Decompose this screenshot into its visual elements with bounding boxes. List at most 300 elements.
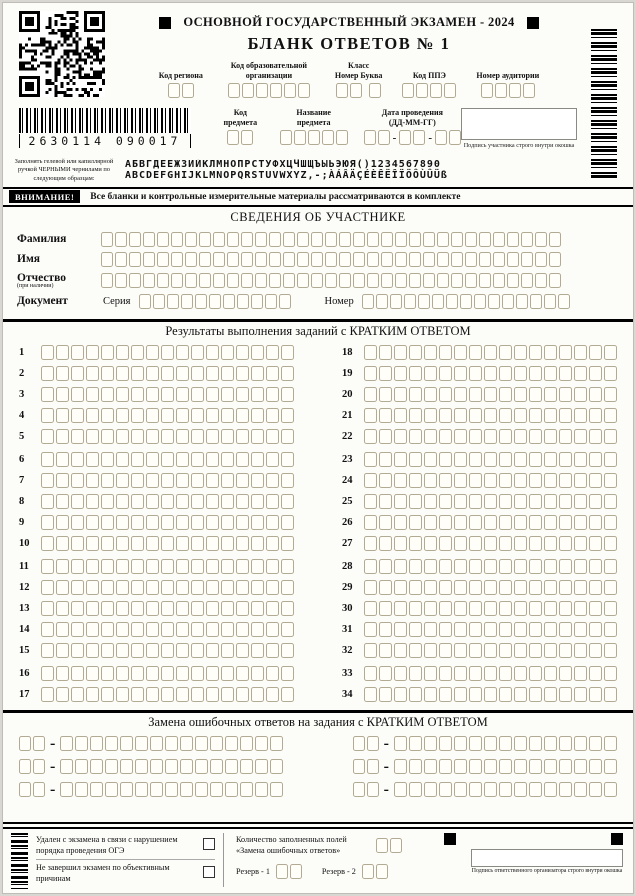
char-box[interactable] xyxy=(367,252,379,267)
char-box[interactable] xyxy=(116,429,129,444)
char-box[interactable] xyxy=(484,536,497,551)
char-box[interactable] xyxy=(255,232,267,247)
char-box[interactable] xyxy=(604,387,617,402)
char-box[interactable] xyxy=(325,252,337,267)
char-box[interactable] xyxy=(409,387,422,402)
char-box[interactable] xyxy=(409,345,422,360)
char-box[interactable] xyxy=(484,622,497,637)
char-box[interactable] xyxy=(454,536,467,551)
char-box[interactable] xyxy=(604,580,617,595)
char-box[interactable] xyxy=(424,559,437,574)
char-box[interactable] xyxy=(381,252,393,267)
char-box[interactable] xyxy=(574,622,587,637)
char-box[interactable] xyxy=(129,273,141,288)
char-box[interactable] xyxy=(469,559,482,574)
char-box[interactable] xyxy=(90,782,103,797)
char-box[interactable] xyxy=(336,83,348,98)
char-box[interactable] xyxy=(294,130,306,145)
char-box[interactable] xyxy=(206,345,219,360)
char-box[interactable] xyxy=(514,345,527,360)
char-box[interactable] xyxy=(339,273,351,288)
char-box[interactable] xyxy=(409,643,422,658)
char-box[interactable] xyxy=(281,429,294,444)
char-box[interactable] xyxy=(270,736,283,751)
char-box[interactable] xyxy=(116,452,129,467)
char-box[interactable] xyxy=(379,643,392,658)
char-box[interactable] xyxy=(394,452,407,467)
char-box[interactable] xyxy=(101,643,114,658)
char-box[interactable] xyxy=(451,232,463,247)
char-box[interactable] xyxy=(469,782,482,797)
char-box[interactable] xyxy=(191,622,204,637)
char-box[interactable] xyxy=(251,622,264,637)
char-box[interactable] xyxy=(454,782,467,797)
char-box[interactable] xyxy=(308,130,320,145)
char-box[interactable] xyxy=(71,473,84,488)
char-box[interactable] xyxy=(131,452,144,467)
char-box[interactable] xyxy=(176,494,189,509)
char-box[interactable] xyxy=(191,559,204,574)
char-box[interactable] xyxy=(71,643,84,658)
char-box[interactable] xyxy=(251,666,264,681)
char-box[interactable] xyxy=(116,687,129,702)
char-box[interactable] xyxy=(71,666,84,681)
char-box[interactable] xyxy=(210,782,223,797)
char-box[interactable] xyxy=(266,666,279,681)
char-box[interactable] xyxy=(86,559,99,574)
char-box[interactable] xyxy=(71,536,84,551)
char-box[interactable] xyxy=(364,559,377,574)
char-box[interactable] xyxy=(101,252,113,267)
char-box[interactable] xyxy=(116,515,129,530)
char-box[interactable] xyxy=(350,83,362,98)
char-box[interactable] xyxy=(499,736,512,751)
char-box[interactable] xyxy=(353,252,365,267)
char-box[interactable] xyxy=(502,294,514,309)
char-box[interactable] xyxy=(424,366,437,381)
char-box[interactable] xyxy=(484,666,497,681)
char-box[interactable] xyxy=(86,452,99,467)
char-box[interactable] xyxy=(236,515,249,530)
char-box[interactable] xyxy=(409,687,422,702)
char-box[interactable] xyxy=(376,294,388,309)
char-box[interactable] xyxy=(71,601,84,616)
char-box[interactable] xyxy=(544,536,557,551)
char-box[interactable] xyxy=(529,408,542,423)
char-box[interactable] xyxy=(514,736,527,751)
char-box[interactable] xyxy=(409,736,422,751)
char-box[interactable] xyxy=(41,387,54,402)
char-box[interactable] xyxy=(514,536,527,551)
char-box[interactable] xyxy=(439,580,452,595)
char-box[interactable] xyxy=(116,387,129,402)
char-box[interactable] xyxy=(544,622,557,637)
char-box[interactable] xyxy=(367,759,379,774)
char-box[interactable] xyxy=(549,273,561,288)
char-box[interactable] xyxy=(227,130,239,145)
char-box[interactable] xyxy=(71,622,84,637)
char-box[interactable] xyxy=(161,408,174,423)
char-box[interactable] xyxy=(206,387,219,402)
char-box[interactable] xyxy=(423,273,435,288)
char-box[interactable] xyxy=(499,473,512,488)
char-box[interactable] xyxy=(135,736,148,751)
char-box[interactable] xyxy=(251,643,264,658)
char-box[interactable] xyxy=(469,622,482,637)
char-box[interactable] xyxy=(529,666,542,681)
char-box[interactable] xyxy=(574,643,587,658)
char-box[interactable] xyxy=(499,580,512,595)
char-box[interactable] xyxy=(176,387,189,402)
char-box[interactable] xyxy=(131,429,144,444)
char-box[interactable] xyxy=(484,387,497,402)
char-box[interactable] xyxy=(469,736,482,751)
char-box[interactable] xyxy=(409,580,422,595)
char-box[interactable] xyxy=(535,252,547,267)
char-box[interactable] xyxy=(559,580,572,595)
char-box[interactable] xyxy=(56,601,69,616)
char-box[interactable] xyxy=(379,515,392,530)
char-box[interactable] xyxy=(339,252,351,267)
char-box[interactable] xyxy=(604,494,617,509)
char-box[interactable] xyxy=(270,782,283,797)
char-box[interactable] xyxy=(529,782,542,797)
char-box[interactable] xyxy=(56,580,69,595)
char-box[interactable] xyxy=(535,232,547,247)
char-box[interactable] xyxy=(191,515,204,530)
char-box[interactable] xyxy=(424,782,437,797)
char-box[interactable] xyxy=(281,666,294,681)
char-box[interactable] xyxy=(469,345,482,360)
char-box[interactable] xyxy=(544,387,557,402)
char-box[interactable] xyxy=(311,252,323,267)
char-box[interactable] xyxy=(424,429,437,444)
char-box[interactable] xyxy=(19,759,31,774)
char-box[interactable] xyxy=(604,559,617,574)
char-box[interactable] xyxy=(150,736,163,751)
char-box[interactable] xyxy=(191,494,204,509)
char-box[interactable] xyxy=(221,622,234,637)
char-box[interactable] xyxy=(221,452,234,467)
char-box[interactable] xyxy=(484,759,497,774)
char-box[interactable] xyxy=(281,366,294,381)
char-box[interactable] xyxy=(251,366,264,381)
char-box[interactable] xyxy=(454,429,467,444)
char-box[interactable] xyxy=(60,736,73,751)
char-box[interactable] xyxy=(206,666,219,681)
char-box[interactable] xyxy=(604,622,617,637)
char-box[interactable] xyxy=(256,83,268,98)
char-box[interactable] xyxy=(236,559,249,574)
char-box[interactable] xyxy=(544,452,557,467)
char-box[interactable] xyxy=(559,643,572,658)
char-box[interactable] xyxy=(236,580,249,595)
char-box[interactable] xyxy=(101,515,114,530)
char-box[interactable] xyxy=(465,252,477,267)
char-box[interactable] xyxy=(143,273,155,288)
char-box[interactable] xyxy=(146,687,159,702)
char-box[interactable] xyxy=(280,130,292,145)
char-box[interactable] xyxy=(161,580,174,595)
char-box[interactable] xyxy=(131,494,144,509)
char-box[interactable] xyxy=(439,387,452,402)
char-box[interactable] xyxy=(241,252,253,267)
char-box[interactable] xyxy=(41,666,54,681)
char-box[interactable] xyxy=(484,580,497,595)
char-box[interactable] xyxy=(157,232,169,247)
char-box[interactable] xyxy=(255,273,267,288)
char-box[interactable] xyxy=(559,759,572,774)
char-box[interactable] xyxy=(116,536,129,551)
char-box[interactable] xyxy=(514,387,527,402)
char-box[interactable] xyxy=(604,429,617,444)
char-box[interactable] xyxy=(86,536,99,551)
char-box[interactable] xyxy=(604,601,617,616)
char-box[interactable] xyxy=(574,736,587,751)
char-box[interactable] xyxy=(101,580,114,595)
char-box[interactable] xyxy=(379,452,392,467)
char-box[interactable] xyxy=(399,130,411,145)
char-box[interactable] xyxy=(437,252,449,267)
char-box[interactable] xyxy=(499,366,512,381)
char-box[interactable] xyxy=(499,408,512,423)
char-box[interactable] xyxy=(228,83,240,98)
char-box[interactable] xyxy=(86,687,99,702)
char-box[interactable] xyxy=(424,580,437,595)
char-box[interactable] xyxy=(56,366,69,381)
char-box[interactable] xyxy=(251,580,264,595)
char-box[interactable] xyxy=(394,622,407,637)
char-box[interactable] xyxy=(251,601,264,616)
char-box[interactable] xyxy=(131,601,144,616)
char-box[interactable] xyxy=(439,759,452,774)
char-box[interactable] xyxy=(251,408,264,423)
char-box[interactable] xyxy=(574,429,587,444)
char-box[interactable] xyxy=(479,252,491,267)
char-box[interactable] xyxy=(116,408,129,423)
char-box[interactable] xyxy=(191,452,204,467)
char-box[interactable] xyxy=(604,345,617,360)
char-box[interactable] xyxy=(157,252,169,267)
char-box[interactable] xyxy=(311,232,323,247)
char-box[interactable] xyxy=(135,759,148,774)
char-box[interactable] xyxy=(322,130,334,145)
char-box[interactable] xyxy=(507,252,519,267)
char-box[interactable] xyxy=(131,473,144,488)
char-box[interactable] xyxy=(544,759,557,774)
char-box[interactable] xyxy=(488,294,500,309)
char-box[interactable] xyxy=(394,559,407,574)
char-box[interactable] xyxy=(544,559,557,574)
char-box[interactable] xyxy=(281,452,294,467)
char-box[interactable] xyxy=(236,643,249,658)
char-box[interactable] xyxy=(424,643,437,658)
char-box[interactable] xyxy=(424,687,437,702)
char-box[interactable] xyxy=(41,345,54,360)
char-box[interactable] xyxy=(269,252,281,267)
char-box[interactable] xyxy=(409,515,422,530)
char-box[interactable] xyxy=(379,494,392,509)
char-box[interactable] xyxy=(251,559,264,574)
char-box[interactable] xyxy=(236,622,249,637)
char-box[interactable] xyxy=(221,666,234,681)
char-box[interactable] xyxy=(101,408,114,423)
char-box[interactable] xyxy=(353,232,365,247)
char-box[interactable] xyxy=(439,643,452,658)
char-box[interactable] xyxy=(75,782,88,797)
char-box[interactable] xyxy=(41,687,54,702)
char-box[interactable] xyxy=(379,580,392,595)
char-box[interactable] xyxy=(210,736,223,751)
char-box[interactable] xyxy=(362,294,374,309)
char-box[interactable] xyxy=(206,622,219,637)
char-box[interactable] xyxy=(589,515,602,530)
char-box[interactable] xyxy=(161,452,174,467)
char-box[interactable] xyxy=(574,345,587,360)
char-box[interactable] xyxy=(221,494,234,509)
char-box[interactable] xyxy=(604,759,617,774)
char-box[interactable] xyxy=(206,643,219,658)
char-box[interactable] xyxy=(71,580,84,595)
char-box[interactable] xyxy=(60,782,73,797)
char-box[interactable] xyxy=(394,687,407,702)
char-box[interactable] xyxy=(191,387,204,402)
char-box[interactable] xyxy=(176,452,189,467)
char-box[interactable] xyxy=(284,83,296,98)
char-box[interactable] xyxy=(454,345,467,360)
char-box[interactable] xyxy=(469,666,482,681)
char-box[interactable] xyxy=(225,782,238,797)
char-box[interactable] xyxy=(423,232,435,247)
char-box[interactable] xyxy=(529,601,542,616)
char-box[interactable] xyxy=(529,366,542,381)
char-box[interactable] xyxy=(221,643,234,658)
char-box[interactable] xyxy=(439,494,452,509)
char-box[interactable] xyxy=(484,687,497,702)
char-box[interactable] xyxy=(364,452,377,467)
char-box[interactable] xyxy=(367,273,379,288)
char-box[interactable] xyxy=(390,838,402,853)
char-box[interactable] xyxy=(236,601,249,616)
char-box[interactable] xyxy=(191,345,204,360)
char-box[interactable] xyxy=(353,736,365,751)
char-box[interactable] xyxy=(116,643,129,658)
char-box[interactable] xyxy=(236,687,249,702)
char-box[interactable] xyxy=(364,429,377,444)
char-box[interactable] xyxy=(589,580,602,595)
char-box[interactable] xyxy=(559,429,572,444)
char-box[interactable] xyxy=(589,366,602,381)
char-box[interactable] xyxy=(439,429,452,444)
char-box[interactable] xyxy=(276,864,288,879)
char-box[interactable] xyxy=(150,782,163,797)
char-box[interactable] xyxy=(509,83,521,98)
char-box[interactable] xyxy=(19,736,31,751)
char-box[interactable] xyxy=(185,273,197,288)
char-box[interactable] xyxy=(120,736,133,751)
char-box[interactable] xyxy=(499,387,512,402)
char-box[interactable] xyxy=(353,273,365,288)
char-box[interactable] xyxy=(454,580,467,595)
char-box[interactable] xyxy=(146,622,159,637)
char-box[interactable] xyxy=(362,864,374,879)
char-box[interactable] xyxy=(71,345,84,360)
char-box[interactable] xyxy=(364,536,377,551)
char-box[interactable] xyxy=(116,345,129,360)
char-box[interactable] xyxy=(221,345,234,360)
char-box[interactable] xyxy=(454,687,467,702)
char-box[interactable] xyxy=(394,643,407,658)
char-box[interactable] xyxy=(424,536,437,551)
char-box[interactable] xyxy=(604,452,617,467)
char-box[interactable] xyxy=(514,601,527,616)
char-box[interactable] xyxy=(381,273,393,288)
char-box[interactable] xyxy=(131,387,144,402)
char-box[interactable] xyxy=(439,408,452,423)
char-box[interactable] xyxy=(195,782,208,797)
char-box[interactable] xyxy=(90,759,103,774)
char-box[interactable] xyxy=(529,345,542,360)
char-box[interactable] xyxy=(390,294,402,309)
char-box[interactable] xyxy=(281,580,294,595)
char-box[interactable] xyxy=(283,273,295,288)
char-box[interactable] xyxy=(336,130,348,145)
char-box[interactable] xyxy=(439,782,452,797)
char-box[interactable] xyxy=(236,429,249,444)
char-box[interactable] xyxy=(255,759,268,774)
char-box[interactable] xyxy=(101,687,114,702)
char-box[interactable] xyxy=(574,782,587,797)
char-box[interactable] xyxy=(521,232,533,247)
char-box[interactable] xyxy=(176,408,189,423)
char-box[interactable] xyxy=(454,494,467,509)
char-box[interactable] xyxy=(454,643,467,658)
char-box[interactable] xyxy=(409,494,422,509)
char-box[interactable] xyxy=(56,666,69,681)
char-box[interactable] xyxy=(529,736,542,751)
char-box[interactable] xyxy=(469,366,482,381)
char-box[interactable] xyxy=(146,643,159,658)
char-box[interactable] xyxy=(146,494,159,509)
char-box[interactable] xyxy=(544,366,557,381)
char-box[interactable] xyxy=(439,366,452,381)
char-box[interactable] xyxy=(544,294,556,309)
char-box[interactable] xyxy=(484,559,497,574)
char-box[interactable] xyxy=(484,452,497,467)
char-box[interactable] xyxy=(394,580,407,595)
char-box[interactable] xyxy=(41,429,54,444)
char-box[interactable] xyxy=(56,408,69,423)
char-box[interactable] xyxy=(394,666,407,681)
char-box[interactable] xyxy=(101,387,114,402)
char-box[interactable] xyxy=(484,515,497,530)
char-box[interactable] xyxy=(589,687,602,702)
char-box[interactable] xyxy=(221,366,234,381)
char-box[interactable] xyxy=(75,736,88,751)
char-box[interactable] xyxy=(265,294,277,309)
char-box[interactable] xyxy=(559,494,572,509)
char-box[interactable] xyxy=(236,473,249,488)
char-box[interactable] xyxy=(454,666,467,681)
char-box[interactable] xyxy=(589,643,602,658)
char-box[interactable] xyxy=(101,494,114,509)
char-box[interactable] xyxy=(454,387,467,402)
char-box[interactable] xyxy=(367,782,379,797)
char-box[interactable] xyxy=(449,130,461,145)
char-box[interactable] xyxy=(281,494,294,509)
char-box[interactable] xyxy=(379,366,392,381)
char-box[interactable] xyxy=(514,687,527,702)
